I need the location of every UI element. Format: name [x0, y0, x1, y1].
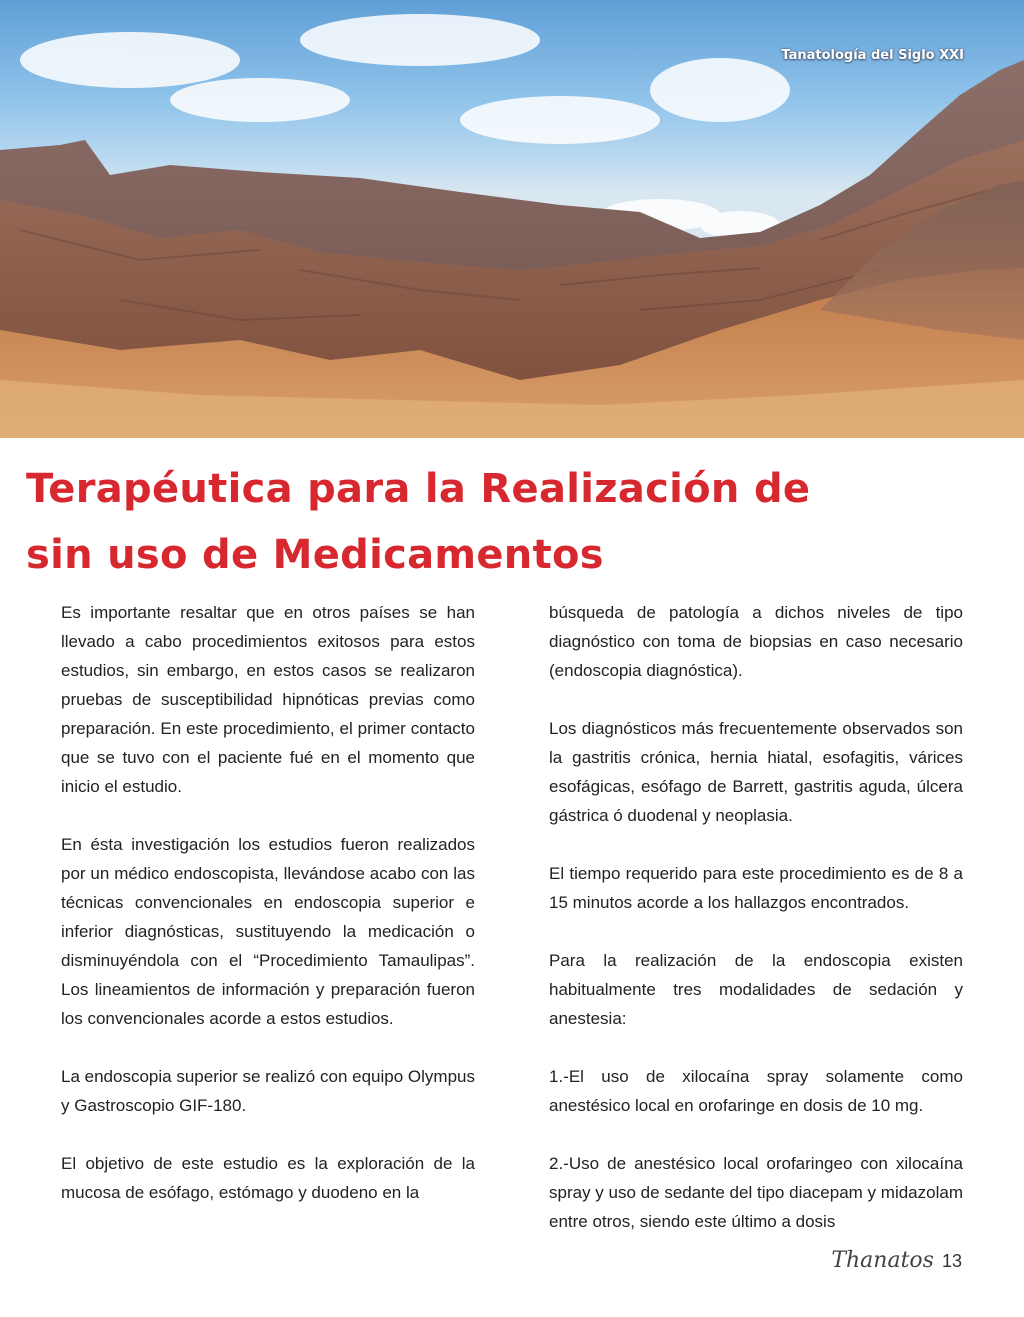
page-number: 13	[941, 1251, 962, 1271]
paragraph: En ésta investigación los estudios fueron realizados por un médico endoscopista, llevándose acabo con las técnicas convencionales en endoscopia superior e inferior diagnósticas, sustituyendo la medicación o disminuyéndola con el “Procedimiento Tamaulipas”. Los lineamientos de información y preparación fueron los convencionales acorde a estos estudios.	[61, 835, 475, 1028]
paragraph: El tiempo requerido para este procedimiento es de 8 a 15 minutos acorde a los hallazgos encontrados.	[549, 864, 963, 912]
paragraph: 2.-Uso de anestésico local orofaringeo con xilocaína spray y uso de sedante del tipo diacepam y midazolam entre otros, siendo este último a dosis	[549, 1154, 963, 1231]
section-header: Tanatología del Siglo XXI	[781, 48, 964, 63]
title-line-1: Terapéutica para la Realización de	[26, 466, 811, 512]
hero-image	[0, 0, 1024, 438]
mountain-landscape-illustration	[0, 0, 1024, 438]
left-column	[61, 598, 475, 1236]
magazine-logo: Thanatos	[831, 1248, 934, 1273]
title-line-2: sin uso de Medicamentos	[26, 532, 604, 578]
paragraph: búsqueda de patología a dichos niveles de tipo diagnóstico con toma de biopsias en caso necesario (endoscopia diagnóstica).	[549, 603, 963, 680]
article-title	[26, 456, 810, 588]
right-column	[549, 598, 963, 1265]
paragraph: 1.-El uso de xilocaína spray solamente como anestésico local en orofaringe en dosis de 10 mg.	[549, 1067, 963, 1115]
paragraph: El objetivo de este estudio es la exploración de la mucosa de esófago, estómago y duodeno en la	[61, 1154, 475, 1202]
paragraph: Para la realización de la endoscopia existen habitualmente tres modalidades de sedación y anestesia:	[549, 951, 963, 1028]
paragraph: Es importante resaltar que en otros países se han llevado a cabo procedimientos exitosos para estos estudios, sin embargo, en estos casos se realizaron pruebas de susceptibilidad hipnóticas previas como preparación. En este procedimiento, el primer contacto que se tuvo con el paciente fué en el momento que inicio el estudio.	[61, 603, 475, 796]
paragraph: Los diagnósticos más frecuentemente observados son la gastritis crónica, hernia hiatal, esofagitis, várices esofágicas, esófago de Barrett, gastritis aguda, úlcera gástrica ó duodenal y neoplasia.	[549, 719, 963, 825]
page-footer	[831, 1248, 962, 1273]
paragraph: La endoscopia superior se realizó con equipo Olympus y Gastroscopio GIF-180.	[61, 1067, 475, 1115]
